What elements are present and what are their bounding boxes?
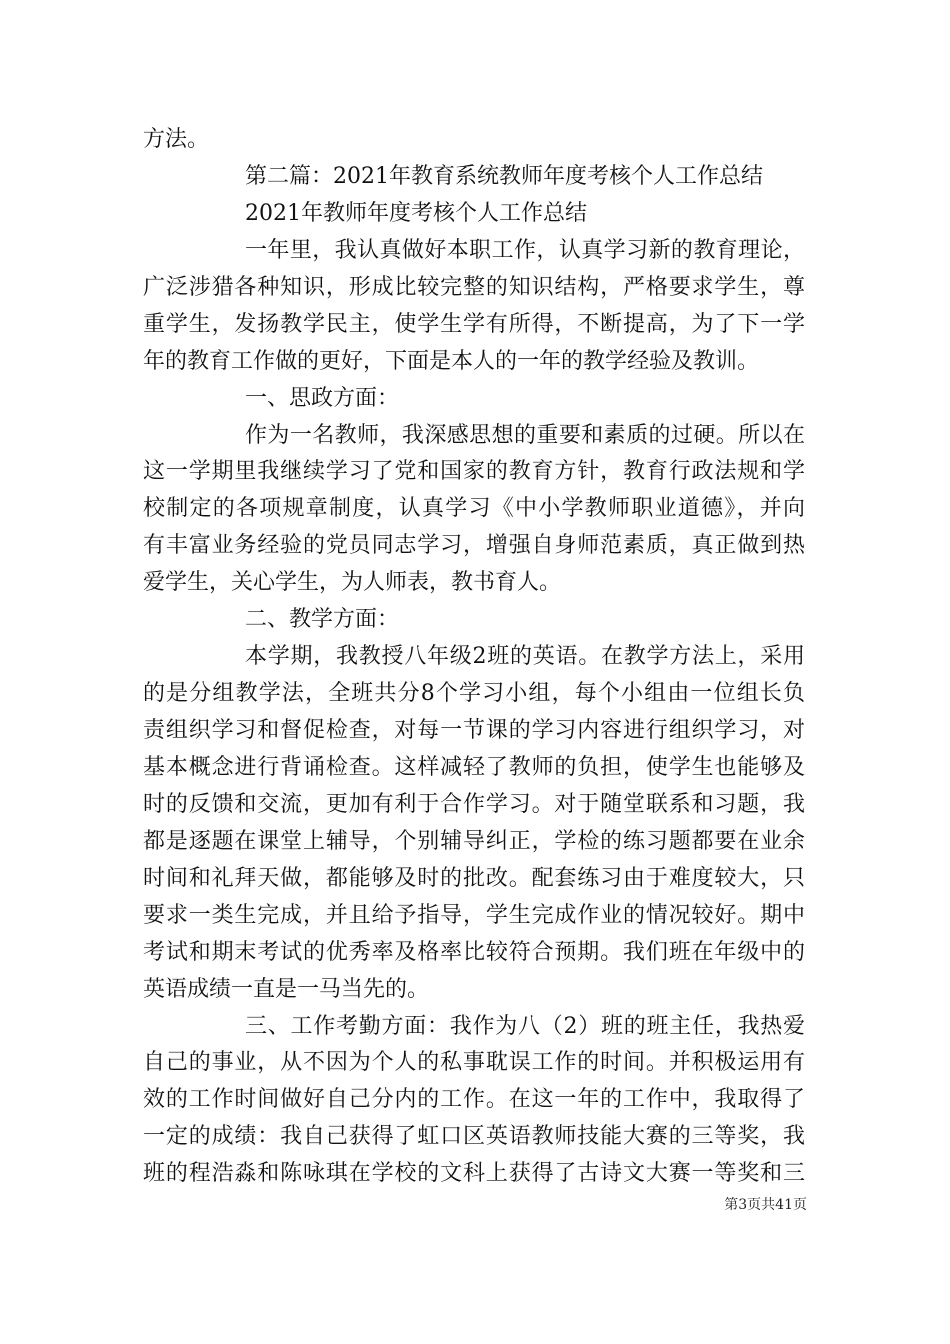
text-line: 时间和礼拜天做，都能够及时的批改。配套练习由于难度较大，只 — [143, 865, 805, 891]
text-line: 本学期，我教授八年级2班的英语。在教学方法上，采用 — [245, 644, 805, 670]
text-line: 方法。 — [143, 127, 210, 152]
text-line: 年的教育工作做的更好，下面是本人的一年的教学经验及教训。 — [143, 348, 760, 374]
subheading: 二、教学方面： — [245, 607, 400, 633]
text-line: 有丰富业务经验的党员同志学习，增强自身师范素质，真正做到热 — [143, 533, 805, 559]
text-line: 英语成绩一直是一马当先的。 — [143, 976, 430, 1002]
text-line: 班的程浩淼和陈咏琪在学校的文科上获得了古诗文大赛一等奖和三 — [143, 1161, 805, 1187]
text-line: 基本概念进行背诵检查。这样减轻了教师的负担，使学生也能够及 — [143, 754, 805, 780]
text-line: 一定的成绩：我自己获得了虹口区英语教师技能大赛的三等奖，我 — [143, 1124, 805, 1150]
text-line: 一年里，我认真做好本职工作，认真学习新的教育理论， — [245, 237, 805, 263]
document-body — [143, 122, 805, 1193]
section-title: 第二篇：2021年教育系统教师年度考核个人工作总结 — [245, 163, 763, 189]
text-line: 重学生，发扬教学民主，使学生学有所得，不断提高，为了下一学 — [143, 311, 805, 337]
article-title: 2021年教师年度考核个人工作总结 — [245, 200, 587, 226]
text-line: 时的反馈和交流，更加有利于合作学习。对于随堂联系和习题，我 — [143, 791, 805, 817]
text-line: 这一学期里我继续学习了党和国家的教育方针，教育行政法规和学 — [143, 459, 805, 485]
text-line: 都是逐题在课堂上辅导，个别辅导纠正，学检的练习题都要在业余 — [143, 828, 805, 854]
subheading: 一、思政方面： — [245, 385, 400, 411]
text-line: 三、工作考勤方面：我作为八（2）班的班主任，我热爱 — [245, 1013, 805, 1039]
text-line: 作为一名教师，我深感思想的重要和素质的过硬。所以在 — [245, 422, 805, 448]
text-line: 广泛涉猎各种知识，形成比较完整的知识结构，严格要求学生，尊 — [143, 274, 805, 300]
text-line: 自己的事业，从不因为个人的私事耽误工作的时间。并积极运用有 — [143, 1050, 805, 1076]
text-line: 考试和期末考试的优秀率及格率比较符合预期。我们班在年级中的 — [143, 939, 805, 965]
text-line: 要求一类生完成，并且给予指导，学生完成作业的情况较好。期中 — [143, 902, 805, 928]
page-number: 第3页共41页 — [724, 1197, 807, 1213]
text-line: 责组织学习和督促检查，对每一节课的学习内容进行组织学习，对 — [143, 718, 805, 743]
text-line: 效的工作时间做好自己分内的工作。在这一年的工作中，我取得了 — [143, 1087, 805, 1113]
text-line: 的是分组教学法，全班共分8个学习小组，每个小组由一位组长负 — [143, 681, 805, 707]
text-line: 爱学生，关心学生，为人师表，教书育人。 — [143, 570, 562, 596]
text-line: 校制定的各项规章制度，认真学习《中小学教师职业道德》，并向 — [143, 496, 805, 522]
